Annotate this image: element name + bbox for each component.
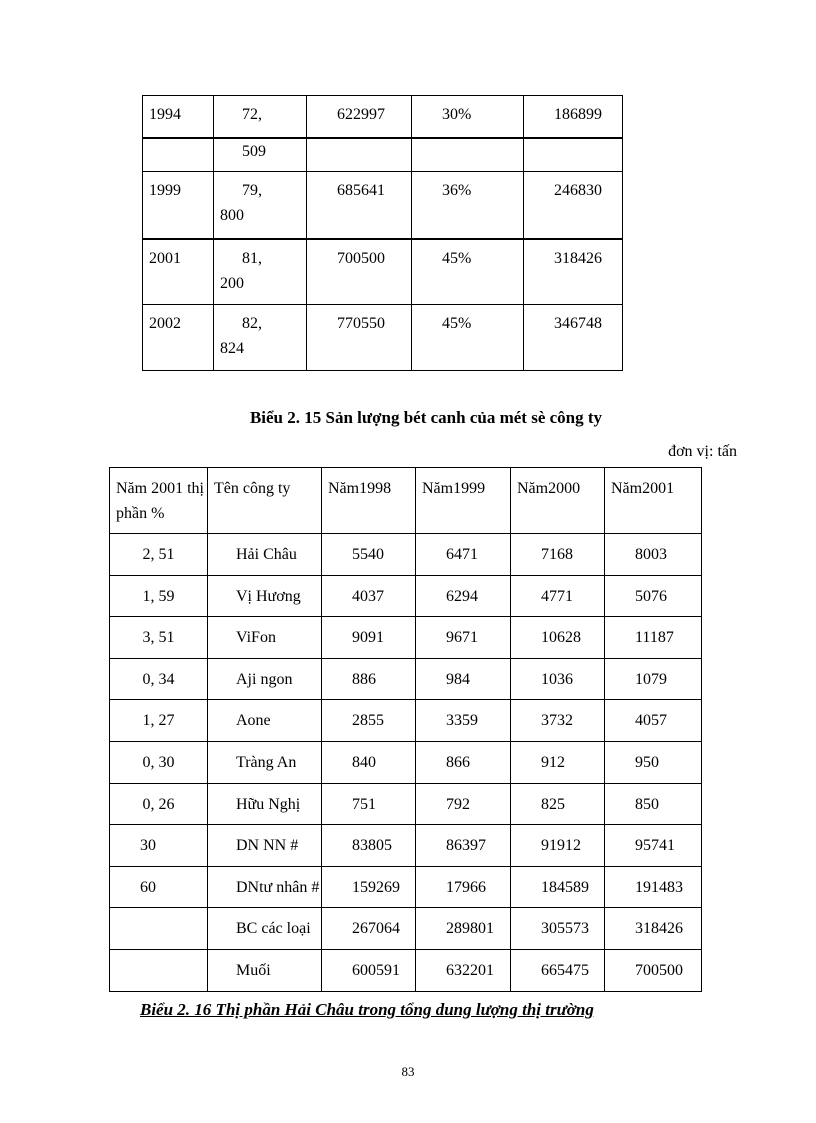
value-cell: 6294 [416,575,511,617]
table-row [110,866,702,908]
table-row [143,96,623,138]
value-cell: 191483 [605,866,702,908]
table-caption: Biểu 2. 15 Sản lượng bét canh của mét sè công ty [249,408,603,427]
table-row [143,239,623,305]
table-row [110,741,702,783]
value-cell: 770550 [307,305,412,371]
value-cell: 95741 [605,825,702,867]
value-cell: 17966 [416,866,511,908]
value-cell: 825 [511,783,605,825]
year-cell: 2001 [143,239,214,305]
year-cell: 1994 [143,96,214,138]
table-row [110,949,702,991]
percent-cell: 45% [412,305,524,371]
value-cell: 984 [416,658,511,700]
share-cell: 1, 27 [110,700,208,742]
header-row [110,468,702,534]
column-header: Năm2000 [511,468,605,534]
column-header: Năm2001 [605,468,702,534]
value-cell: 509 [214,138,307,172]
percent-cell: 36% [412,172,524,239]
value-cell: 9671 [416,617,511,659]
share-cell: 1, 59 [110,575,208,617]
table-row [110,658,702,700]
value-cell [307,138,412,172]
share-cell: 30 [110,825,208,867]
company-cell: Vị Hương [208,575,322,617]
share-cell: 0, 34 [110,658,208,700]
value-cell: 685641 [307,172,412,239]
value-cell: 159269 [322,866,416,908]
value-cell: 184589 [511,866,605,908]
company-cell: Muối [208,949,322,991]
company-cell: ViFon [208,617,322,659]
value-cell: 289801 [416,908,511,950]
value-cell: 2855 [322,700,416,742]
value-cell: 751 [322,783,416,825]
percent-cell: 30% [412,96,524,138]
table-row [143,305,623,371]
column-header: Tên công ty [208,468,322,534]
value-cell: 886 [322,658,416,700]
value-cell: 72, [214,96,307,138]
value-cell: 792 [416,783,511,825]
value-cell: 81, 200 [214,239,307,305]
value-cell: 5076 [605,575,702,617]
table-row [110,783,702,825]
value-cell: 267064 [322,908,416,950]
value-cell: 700500 [307,239,412,305]
value-cell: 318426 [605,908,702,950]
value-cell: 850 [605,783,702,825]
company-cell: Tràng An [208,741,322,783]
company-cell: DNtư nhân # [208,866,322,908]
table-row [110,575,702,617]
value-cell: 3732 [511,700,605,742]
value-cell: 346748 [524,305,623,371]
table-row [110,825,702,867]
value-cell: 1079 [605,658,702,700]
value-cell: 622997 [307,96,412,138]
value-cell: 82, 824 [214,305,307,371]
value-cell: 8003 [605,534,702,576]
value-cell: 10628 [511,617,605,659]
value-cell: 246830 [524,172,623,239]
value-cell [524,138,623,172]
value-cell: 9091 [322,617,416,659]
percent-cell [412,138,524,172]
company-cell: Hữu Nghị [208,783,322,825]
share-cell: 3, 51 [110,617,208,659]
column-header: Năm1998 [322,468,416,534]
share-cell: 60 [110,866,208,908]
table-caption: Biểu 2. 16 Thị phần Hải Châu trong tổng dung lượng thị trường [140,1000,594,1019]
share-cell: 0, 26 [110,783,208,825]
value-cell: 1036 [511,658,605,700]
value-cell: 665475 [511,949,605,991]
column-header: Năm1999 [416,468,511,534]
value-cell: 86397 [416,825,511,867]
value-cell: 950 [605,741,702,783]
share-cell [110,908,208,950]
table-row [143,172,623,239]
value-cell: 700500 [605,949,702,991]
value-cell: 4057 [605,700,702,742]
value-cell: 912 [511,741,605,783]
value-cell: 5540 [322,534,416,576]
table-row [110,617,702,659]
value-cell: 3359 [416,700,511,742]
table-row [110,534,702,576]
company-cell: Aji ngon [208,658,322,700]
value-cell: 866 [416,741,511,783]
company-cell: BC các loại [208,908,322,950]
company-cell: DN NN # [208,825,322,867]
share-cell: 0, 30 [110,741,208,783]
table-row [143,138,623,172]
share-cell: 2, 51 [110,534,208,576]
year-cell: 2002 [143,305,214,371]
value-cell: 318426 [524,239,623,305]
production-table [142,95,623,371]
value-cell: 600591 [322,949,416,991]
value-cell: 11187 [605,617,702,659]
value-cell: 186899 [524,96,623,138]
value-cell: 632201 [416,949,511,991]
value-cell: 83805 [322,825,416,867]
value-cell: 79, 800 [214,172,307,239]
value-cell: 305573 [511,908,605,950]
share-cell [110,949,208,991]
market-share-table [109,467,702,992]
table-row [110,700,702,742]
unit-label: đơn vị: tấn [668,443,737,460]
value-cell: 840 [322,741,416,783]
value-cell: 91912 [511,825,605,867]
company-cell: Hải Châu [208,534,322,576]
value-cell: 4037 [322,575,416,617]
table-row [110,908,702,950]
company-cell: Aone [208,700,322,742]
value-cell: 6471 [416,534,511,576]
year-cell: 1999 [143,172,214,239]
value-cell: 7168 [511,534,605,576]
column-header: Năm 2001 thị phần % [110,468,208,534]
year-cell [143,138,214,172]
value-cell: 4771 [511,575,605,617]
page-number: 83 [401,1064,415,1079]
percent-cell: 45% [412,239,524,305]
